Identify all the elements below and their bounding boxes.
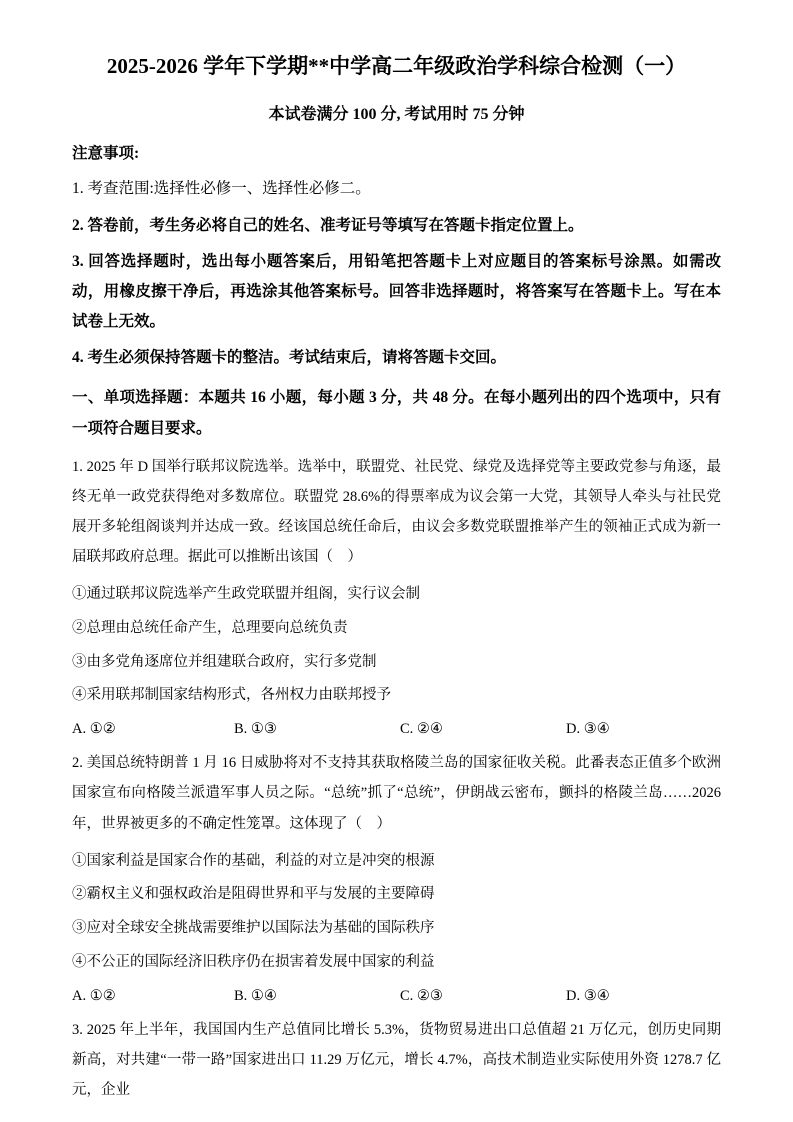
question-1-stem: 1. 2025 年 D 国举行联邦议院选举。选举中，联盟党、社民党、绿党及选择党等主要政党参与角逐，最终无单一政党获得绝对多数席位。联盟党 28.6%的得票率成为议会第一大党，其领导人牵头与社民党展开多轮组阁谈判并达成一致。经该国总统任命后，由议会多数党联盟推举产生的领袖正式成为新一届联邦政府总理。据此可以推断出该国（ ） (72, 458, 721, 566)
question-1 (72, 452, 721, 739)
notice-item-4: 4. 考生必须保持答题卡的整洁。考试结束后，请将答题卡交回。 (72, 349, 507, 367)
question-2-option-a: A. ①② (72, 987, 116, 1004)
question-3-stem: 3. 2025 年上半年，我国国内生产总值同比增长 5.3%，货物贸易进出口总值超 21 万亿元，创历史同期新高，对共建“一带一路”国家进出口 11.29 万亿元，增长 4.7%，高技术制造业实际使用外资 1278.7 亿元，企业 (72, 1021, 721, 1098)
question-1-option-b: B. ①③ (234, 721, 277, 738)
question-1-option-d: D. ③④ (566, 721, 610, 738)
question-1-options (72, 721, 721, 738)
question-2-statement-1: ①国家利益是国家合作的基础，利益的对立是冲突的根源 (72, 852, 435, 869)
question-3 (72, 1015, 721, 1105)
question-2-statement-3: ③应对全球安全挑战需要维护以国际法为基础的国际秩序 (72, 920, 435, 937)
question-2-options (72, 988, 721, 1005)
notice-item-2: 2. 答卷前，考生务必将自己的姓名、准考证号等填写在答题卡指定位置上。 (72, 216, 584, 234)
section-header: 一、单项选择题：本题共 16 小题，每小题 3 分，共 48 分。在每小题列出的四个选项中，只有一项符合题目要求。 (72, 388, 721, 437)
notice-item-1: 1. 考查范围:选择性必修一、选择性必修二。 (72, 180, 371, 198)
question-1-statement-3: ③由多党角逐席位并组建联合政府，实行多党制 (72, 653, 377, 670)
question-2-option-c: C. ②③ (400, 987, 443, 1004)
question-1-statement-1: ①通过联邦议院选举产生政党联盟并组阁，实行议会制 (72, 586, 420, 603)
question-1-option-a: A. ①② (72, 721, 116, 738)
question-1-statement-4: ④采用联邦制国家结构形式，各州权力由联邦授予 (72, 687, 391, 704)
notice-item-3: 3. 回答选择题时，选出每小题答案后，用铅笔把答题卡上对应题目的答案标号涂黑。如需改动，用橡皮擦干净后，再选涂其他答案标号。回答非选择题时，将答案写在答题卡上。写在本试卷上无效。 (72, 252, 721, 331)
question-1-option-c: C. ②④ (400, 721, 443, 738)
question-2 (72, 748, 721, 1004)
question-2-option-d: D. ③④ (566, 987, 610, 1004)
question-2-statement-4: ④不公正的国际经济旧秩序仍在损害着发展中国家的利益 (72, 953, 435, 970)
question-2-stem: 2. 美国总统特朗普 1 月 16 日威胁将对不支持其获取格陵兰岛的国家征收关税。此番表态正值多个欧洲国家宣布向格陵兰派遣军事人员之际。“总统”抓了“总统”，伊朗战云密布，颤抖的格陵兰岛……2026 年，世界被更多的不确定性笼罩。这体现了（ ） (72, 755, 721, 832)
notice-header: 注意事项: (72, 145, 140, 163)
page-title: 2025-2026 学年下学期**中学高二年级政治学科综合检测（一） (106, 54, 687, 78)
exam-info: 本试卷满分 100 分, 考试用时 75 分钟 (268, 106, 525, 124)
question-2-option-b: B. ①④ (234, 987, 277, 1004)
question-1-statement-2: ②总理由总统任命产生，总理要向总统负责 (72, 619, 348, 636)
question-2-statement-2: ②霸权主义和强权政治是阻碍世界和平与发展的主要障碍 (72, 886, 435, 903)
